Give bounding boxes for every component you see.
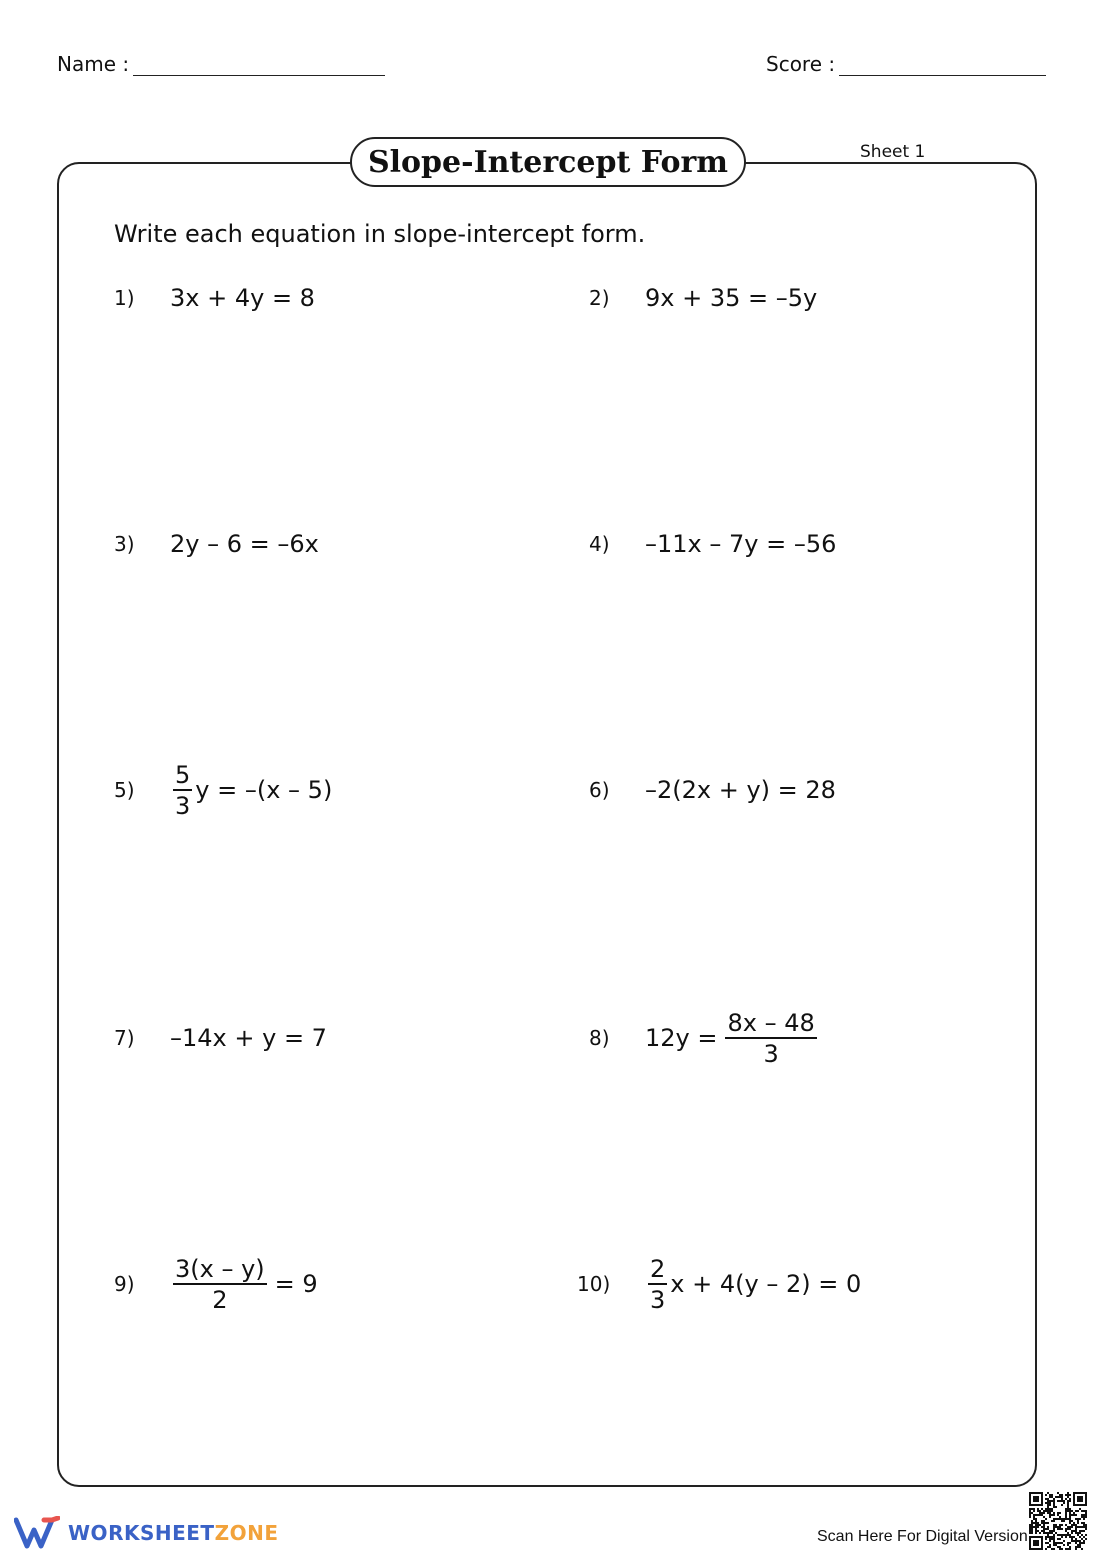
equation — [645, 1254, 862, 1314]
numerator: 8x – 48 — [727, 1008, 815, 1037]
problem-number: 5) — [114, 778, 135, 802]
equation-rest: y = –(x – 5) — [195, 776, 333, 804]
problem-3 — [114, 514, 319, 574]
fraction — [173, 1254, 267, 1314]
equation — [170, 760, 333, 820]
equation-lead: 12y = — [645, 1024, 718, 1052]
name-label: Name : — [57, 52, 130, 76]
sheet-label: Sheet 1 — [860, 142, 926, 162]
equation-rest: = 9 — [274, 1270, 318, 1298]
problem-2 — [589, 268, 817, 328]
equation: –14x + y = 7 — [170, 1024, 327, 1052]
equation — [645, 1008, 820, 1068]
problem-8 — [589, 1008, 820, 1068]
numerator: 3(x – y) — [175, 1254, 265, 1283]
worksheetzone-logo — [14, 1516, 278, 1550]
worksheet-title: Slope-Intercept Form — [350, 137, 746, 187]
fraction — [725, 1008, 816, 1068]
score-field — [766, 52, 1046, 76]
logo-text — [68, 1521, 278, 1545]
problem-1 — [114, 268, 315, 328]
denominator: 3 — [175, 791, 191, 820]
problem-9 — [114, 1254, 318, 1314]
equation: 2y – 6 = –6x — [170, 530, 319, 558]
logo-text-part2: ZONE — [214, 1521, 279, 1545]
problem-5 — [114, 760, 332, 820]
denominator: 3 — [650, 1285, 666, 1314]
problem-number: 3) — [114, 532, 135, 556]
score-label: Score : — [766, 52, 836, 76]
w-logo-icon — [14, 1516, 60, 1550]
problem-number: 9) — [114, 1272, 135, 1296]
problem-7 — [114, 1008, 327, 1068]
name-field — [57, 52, 385, 76]
equation: –11x – 7y = –56 — [645, 530, 837, 558]
scan-text: Scan Here For Digital Version — [817, 1528, 1028, 1545]
equation: 9x + 35 = –5y — [645, 284, 818, 312]
problem-number: 10) — [577, 1272, 611, 1296]
instructions: Write each equation in slope-intercept form. — [114, 220, 646, 248]
equation: –2(2x + y) = 28 — [645, 776, 836, 804]
name-blank-line — [133, 53, 385, 76]
fraction — [173, 760, 192, 820]
problem-6 — [589, 760, 836, 820]
problem-4 — [589, 514, 836, 574]
qr-code-icon[interactable] — [1029, 1492, 1087, 1550]
fraction — [648, 1254, 667, 1314]
score-blank-line — [839, 53, 1046, 76]
denominator: 2 — [212, 1285, 228, 1314]
equation — [170, 1254, 318, 1314]
numerator: 5 — [175, 760, 191, 789]
problem-10 — [577, 1254, 862, 1314]
problem-number: 6) — [589, 778, 610, 802]
equation-rest: x + 4(y – 2) = 0 — [670, 1270, 862, 1298]
problem-number: 8) — [589, 1026, 610, 1050]
problem-number: 2) — [589, 286, 610, 310]
denominator: 3 — [763, 1039, 779, 1068]
problem-number: 1) — [114, 286, 135, 310]
equation: 3x + 4y = 8 — [170, 284, 315, 312]
problem-number: 4) — [589, 532, 610, 556]
numerator: 2 — [650, 1254, 666, 1283]
logo-text-part1: WORKSHEET — [68, 1521, 215, 1545]
problem-number: 7) — [114, 1026, 135, 1050]
